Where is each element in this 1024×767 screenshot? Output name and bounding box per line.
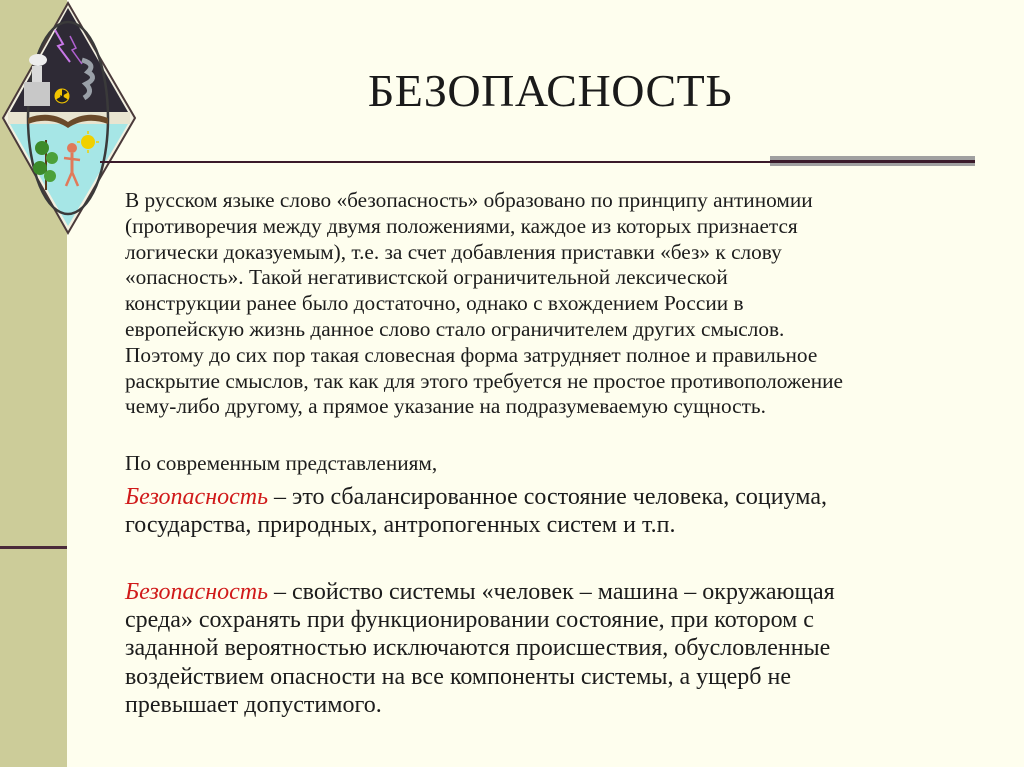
definition-text: государства, природных, антропогенных систем и т.п. <box>125 512 676 539</box>
definition-text: воздействием опасности на все компоненты системы, а ущерб не <box>125 663 791 690</box>
definition-text: – свойство системы «человек – машина – окружающая <box>268 579 835 605</box>
definition-term: Безопасность <box>125 484 269 510</box>
safety-emblem-icon <box>0 0 140 240</box>
intro-line: чему-либо другому, а прямое указание на подразумеваемую сущность. <box>125 394 766 419</box>
page-title: БЕЗОПАСНОСТЬ <box>367 65 733 116</box>
intro-line: Поэтому до сих пор такая словесная форма затрудняет полное и правильное <box>125 342 818 367</box>
radiation-icon <box>55 89 70 104</box>
modern-views-line: По современным представлениям, <box>125 451 438 475</box>
definition-term: Безопасность <box>125 579 269 605</box>
intro-line: раскрытие смыслов, так как для этого требуется не простое противоположение <box>125 368 843 393</box>
sidebar-divider <box>0 546 67 549</box>
intro-line: В русском языке слово «безопасность» образовано по принципу антиномии <box>125 188 813 212</box>
intro-line: европейскую жизнь данное слово стало ограничителем других смыслов. <box>125 316 785 341</box>
definition-1 <box>125 483 1005 539</box>
definition-text: среда» сохранять при функционировании состояние, при котором с <box>125 607 814 634</box>
definition-2 <box>125 578 1005 719</box>
intro-line: конструкции ранее было достаточно, однако с вхождением России в <box>125 291 744 316</box>
definition-text: – это сбалансированное состояние человека, социума, <box>268 484 827 510</box>
definition-text: заданной вероятностью исключаются происшествия, обусловленные <box>125 635 831 662</box>
intro-line: (противоречия между двумя положениями, каждое из которых признается <box>125 213 798 238</box>
intro-line: «опасность». Такой негативистской ограничительной лексической <box>125 265 728 290</box>
intro-line: логически доказуемым), т.е. за счет добавления приставки «без» к слову <box>125 239 782 264</box>
intro-paragraph <box>125 188 1005 420</box>
title-underline-accent-line <box>770 160 975 163</box>
definition-text: превышает допустимого. <box>125 691 382 718</box>
